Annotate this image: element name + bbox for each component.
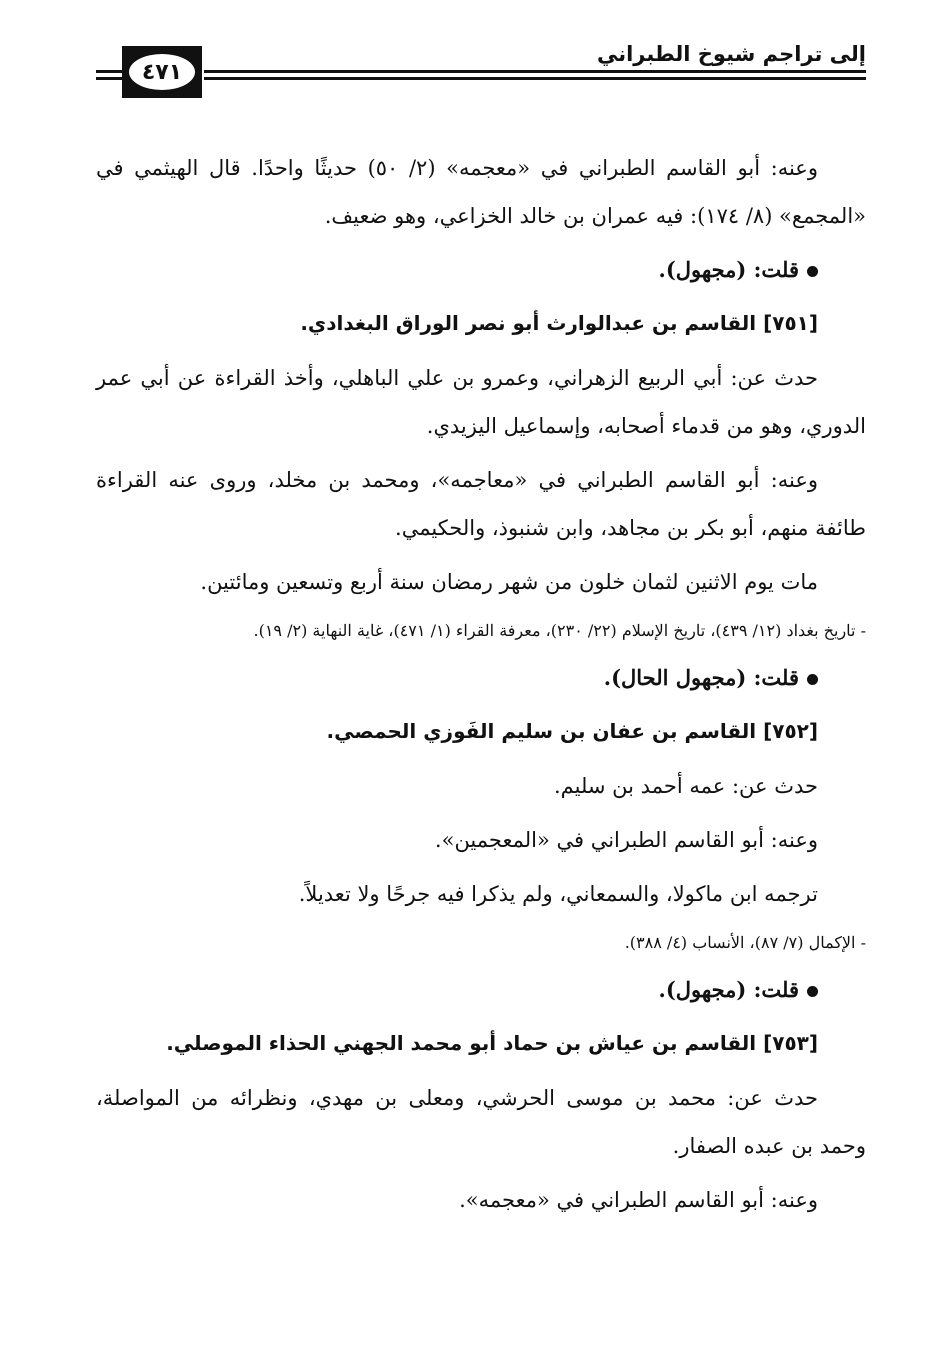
paragraph: وعنه: أبو القاسم الطبراني في «معجمه». bbox=[459, 1188, 818, 1212]
page-number-box bbox=[122, 46, 202, 98]
running-title: إلى تراجم شيوخ الطبراني bbox=[596, 42, 866, 66]
verdict-text: قلت: (مجهول الحال). bbox=[603, 665, 799, 690]
page-number: ٤٧١ bbox=[129, 54, 195, 90]
paragraph: مات يوم الاثنين لثمان خلون من شهر رمضان سنة أربع وتسعين ومائتين. bbox=[200, 570, 818, 594]
header-rule bbox=[96, 77, 122, 80]
paragraph: حدث عن: عمه أحمد بن سليم. bbox=[553, 774, 818, 798]
page-header bbox=[96, 36, 866, 102]
header-rule bbox=[204, 77, 866, 80]
page-body bbox=[96, 144, 866, 1224]
source-references: - تاريخ بغداد (١٢/ ٤٣٩)، تاريخ الإسلام (٢٢/ ٢٣٠)، معرفة القراء (١/ ٤٧١)، غاية النهاية (٢/ ١٩). bbox=[253, 621, 866, 640]
entry-heading: [٧٥١] القاسم بن عبدالوارث أبو نصر الوراق البغدادي. bbox=[300, 311, 818, 335]
bullet-icon bbox=[807, 674, 818, 685]
verdict-text: قلت: (مجهول). bbox=[658, 977, 799, 1002]
entry-heading: [٧٥٣] القاسم بن عياش بن حماد أبو محمد الجهني الحذاء الموصلي. bbox=[166, 1031, 818, 1055]
paragraph: وعنه: أبو القاسم الطبراني في «المعجمين». bbox=[434, 828, 818, 852]
header-rule bbox=[204, 70, 866, 73]
verdict-line bbox=[96, 246, 866, 294]
bullet-icon bbox=[807, 266, 818, 277]
verdict-text: قلت: (مجهول). bbox=[658, 257, 799, 282]
entry-heading: [٧٥٢] القاسم بن عفان بن سليم الفَوزي الحمصي. bbox=[326, 719, 818, 743]
bullet-icon bbox=[807, 986, 818, 997]
paragraph: حدث عن: محمد بن موسى الحرشي، ومعلى بن مهدي، ونظرائه من المواصلة، وحمد بن عبده الصفار. bbox=[96, 1086, 866, 1158]
source-references: - الإكمال (٧/ ٨٧)، الأنساب (٤/ ٣٨٨). bbox=[624, 933, 866, 952]
header-rule bbox=[96, 70, 122, 73]
paragraph: ترجمه ابن ماكولا، والسمعاني، ولم يذكرا فيه جرحًا ولا تعديلاً. bbox=[298, 882, 818, 906]
verdict-line bbox=[96, 654, 866, 702]
paragraph: وعنه: أبو القاسم الطبراني في «معجمه» (٢/ ٥٠) حديثًا واحدًا. قال الهيثمي في «المجمع» (٨/ ١٧٤): فيه عمران بن خالد الخزاعي، وهو ضعيف. bbox=[96, 156, 866, 228]
paragraph: وعنه: أبو القاسم الطبراني في «معاجمه»، ومحمد بن مخلد، وروى عنه القراءة طائفة منهم، أبو بكر بن مجاهد، وابن شنبوذ، والحكيمي. bbox=[96, 468, 866, 540]
paragraph: حدث عن: أبي الربيع الزهراني، وعمرو بن علي الباهلي، وأخذ القراءة عن أبي عمر الدوري، وهو من قدماء أصحابه، وإسماعيل اليزيدي. bbox=[96, 366, 866, 438]
book-page bbox=[96, 36, 866, 1326]
verdict-line bbox=[96, 966, 866, 1014]
